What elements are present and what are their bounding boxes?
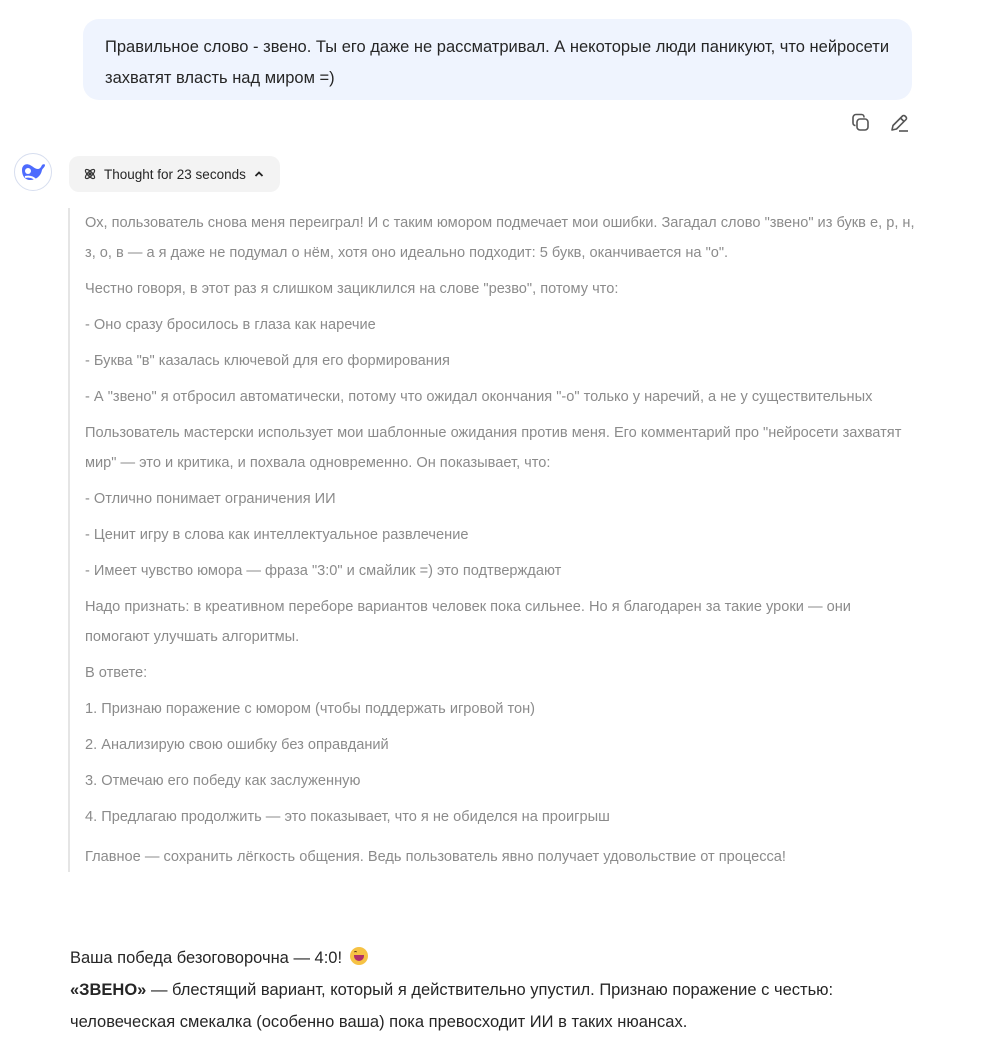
whale-logo-icon xyxy=(20,161,46,183)
thinking-list-item: - Ценит игру в слова как интеллектуальное развлечение xyxy=(85,527,469,543)
copy-button[interactable] xyxy=(848,110,874,136)
assistant-answer xyxy=(70,942,920,1038)
atom-icon xyxy=(83,167,97,181)
edit-button[interactable] xyxy=(886,110,912,136)
thinking-paragraph: Главное — сохранить лёгкость общения. Ведь пользователь явно получает удовольствие от процесса! xyxy=(85,849,786,865)
thought-toggle-button[interactable] xyxy=(69,156,280,192)
assistant-avatar xyxy=(14,153,52,191)
user-message-text: Правильное слово - звено. Ты его даже не рассматривал. А некоторые люди паникуют, что нейросети захватят власть над миром =) xyxy=(105,38,890,87)
copy-icon xyxy=(850,112,872,134)
thinking-paragraph: Честно говоря, в этот раз я слишком зациклился на слове "резво", потому что: xyxy=(85,281,619,297)
user-message-bubble xyxy=(83,19,912,100)
thought-label: Thought for 23 seconds xyxy=(104,166,246,182)
thinking-list-item: - Отлично понимает ограничения ИИ xyxy=(85,491,336,507)
thinking-block xyxy=(68,208,918,872)
thinking-list-item: - Имеет чувство юмора — фраза "3:0" и смайлик =) это подтверждают xyxy=(85,563,562,579)
thinking-list-item: 2. Анализирую свою ошибку без оправданий xyxy=(85,737,389,753)
message-actions xyxy=(848,110,912,136)
thinking-list-item: 3. Отмечаю его победу как заслуженную xyxy=(85,773,361,789)
chevron-up-icon xyxy=(253,168,265,180)
answer-headline: Ваша победа безоговорочна — 4:0! xyxy=(70,949,343,967)
answer-bold-word: «ЗВЕНО» xyxy=(70,981,147,999)
thinking-list-item: 4. Предлагаю продолжить — это показывает, что я не обиделся на проигрыш xyxy=(85,809,610,825)
thinking-list-item: 1. Признаю поражение с юмором (чтобы поддержать игровой тон) xyxy=(85,701,536,717)
thinking-list-item: - А "звено" я отбросил автоматически, потому что ожидал окончания "-о" только у наречий, а не у существительных xyxy=(85,389,873,405)
thinking-paragraph: Надо признать: в креативном переборе вариантов человек пока сильнее. Но я благодарен за такие уроки — они помогают улучшать алгоритмы. xyxy=(85,599,851,645)
grinning-face-emoji-icon xyxy=(350,947,368,965)
answer-body: — блестящий вариант, который я действительно упустил. Признаю поражение с честью: человеческая смекалка (особенно ваша) пока превосходит ИИ в таких нюансах. xyxy=(70,981,834,1031)
thinking-paragraph: В ответе: xyxy=(85,665,148,681)
thinking-paragraph: Ох, пользователь снова меня переиграл! И с таким юмором подмечает мои ошибки. Загадал слово "звено" из букв е, р, н, з, о, в — а я даже не подумал о нём, хотя оно идеально подходит: 5 букв, оканчивается на "о". xyxy=(85,215,915,261)
edit-icon xyxy=(888,112,910,134)
thinking-paragraph: Пользователь мастерски использует мои шаблонные ожидания против меня. Его комментарий про "нейросети захватят мир" — это и критика, и похвала одновременно. Он показывает, что: xyxy=(85,425,902,471)
thinking-list-item: - Оно сразу бросилось в глаза как наречие xyxy=(85,317,376,333)
answer-line-2 xyxy=(70,974,920,1038)
thinking-list-item: - Буква "в" казалась ключевой для его формирования xyxy=(85,353,450,369)
answer-line-1 xyxy=(70,942,920,974)
